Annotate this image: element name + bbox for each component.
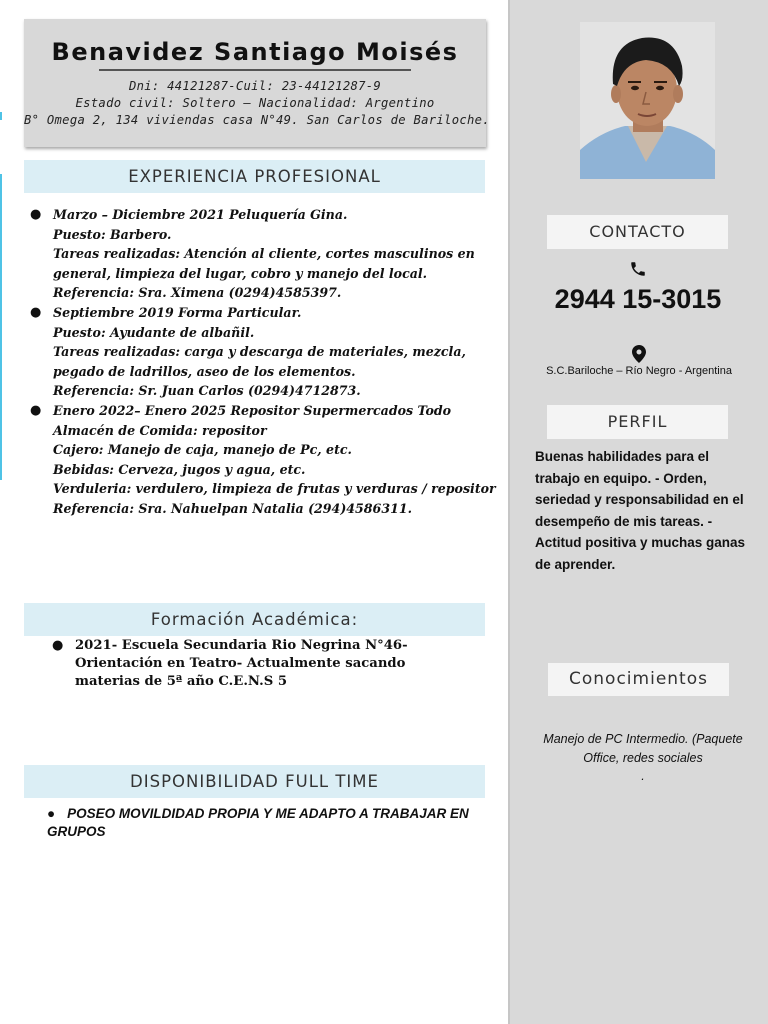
- education-line: materias de 5ª año C.E.N.S 5: [75, 674, 287, 689]
- experience-line: Tareas realizadas: Atención al cliente, cortes masculinos en: [53, 246, 475, 262]
- experience-line: general, limpieza del lugar, cobro y manejo del local.: [53, 265, 428, 281]
- phone-icon: [629, 260, 647, 278]
- bullet-icon: ●: [47, 806, 56, 821]
- bullet-icon: ●: [52, 638, 64, 653]
- experience-line: Verduleria: verdulero, limpieza de frutas y verduras / repositor: [53, 481, 496, 497]
- experience-section-title: EXPERIENCIA PROFESIONAL: [24, 160, 485, 193]
- bullet-icon: ●: [30, 207, 42, 222]
- experience-line: Puesto: Barbero.: [53, 226, 172, 242]
- header-card: [24, 19, 490, 147]
- availability-text: [47, 805, 477, 841]
- list-item: [30, 401, 500, 519]
- experience-line: Almacén de Comida: repositor: [53, 422, 267, 438]
- experience-line: pegado de ladrillos, aseo de los elementos.: [53, 363, 356, 379]
- education-line: Orientación en Teatro- Actualmente sacando: [75, 656, 406, 671]
- profile-section-title: PERFIL: [547, 405, 728, 439]
- location-pin-icon: [632, 345, 646, 363]
- profile-description: Buenas habilidades para el trabajo en equipo. - Orden, seriedad y responsabilidad en el desempeño de mis tareas. - Actitud positiva y muchas ganas de aprender.: [535, 449, 746, 572]
- skills-section-title: Conocimientos: [548, 663, 729, 696]
- person-name: Benavidez Santiago Moisés: [51, 38, 459, 66]
- availability-line: POSEO MOVILDIDAD PROPIA Y ME ADAPTO A TRABAJAR EN GRUPOS: [47, 806, 469, 839]
- bullet-icon: ●: [30, 304, 42, 320]
- experience-line: Cajero: Manejo de caja, manejo de Pc, etc.: [53, 442, 352, 458]
- skills-description: [520, 730, 766, 786]
- list-item: [52, 637, 472, 691]
- skills-line: Office, redes sociales: [583, 750, 703, 765]
- experience-line: Referencia: Sr. Juan Carlos (0294)4712873.: [53, 383, 361, 399]
- bullet-icon: ●: [30, 402, 42, 418]
- experience-line: Referencia: Sra. Nahuelpan Natalia (294)4586311.: [53, 500, 412, 516]
- sidebar-border: [508, 0, 510, 1024]
- experience-line: Puesto: Ayudante de albañil.: [53, 324, 255, 340]
- experience-line: Bebidas: Cerveza, jugos y agua, etc.: [53, 461, 306, 477]
- experience-line: Tareas realizadas: carga y descarga de materiales, mezcla,: [53, 344, 466, 360]
- id-numbers: Dni: 44121287-Cuil: 23-44121287-9: [128, 79, 382, 93]
- civil-status: Estado civil: Soltero – Nacionalidad: Argentino: [75, 96, 435, 110]
- left-accent-line: [0, 174, 2, 480]
- home-address: B° Omega 2, 134 viviendas casa N°49. San Carlos de Bariloche.: [24, 113, 490, 127]
- phone-number: 2944 15-3015: [554, 284, 722, 314]
- skills-line: .: [641, 769, 645, 783]
- experience-line: Marzo – Diciembre 2021 Peluquería Gina.: [53, 207, 348, 222]
- availability-section-title: DISPONIBILIDAD FULL TIME: [24, 765, 485, 798]
- location-text: S.C.Bariloche – Río Negro - Argentina: [546, 365, 732, 377]
- header-divider: [99, 69, 411, 71]
- list-item: [30, 303, 500, 401]
- contact-section-title: CONTACTO: [547, 215, 728, 249]
- left-accent-line: [0, 112, 2, 120]
- education-section-title: Formación Académica:: [24, 603, 485, 636]
- skills-line: Manejo de PC Intermedio. (Paquete: [543, 732, 743, 746]
- list-item: [30, 205, 500, 303]
- education-line: 2021- Escuela Secundaria Rio Negrina N°46-: [75, 638, 408, 653]
- experience-line: Septiembre 2019 Forma Particular.: [53, 304, 302, 320]
- experience-line: Enero 2022– Enero 2025 Repositor Supermercados Todo: [53, 402, 452, 418]
- experience-line: Referencia: Sra. Ximena (0294)4585397.: [53, 285, 342, 301]
- profile-photo: [580, 22, 715, 179]
- experience-list: [30, 205, 500, 519]
